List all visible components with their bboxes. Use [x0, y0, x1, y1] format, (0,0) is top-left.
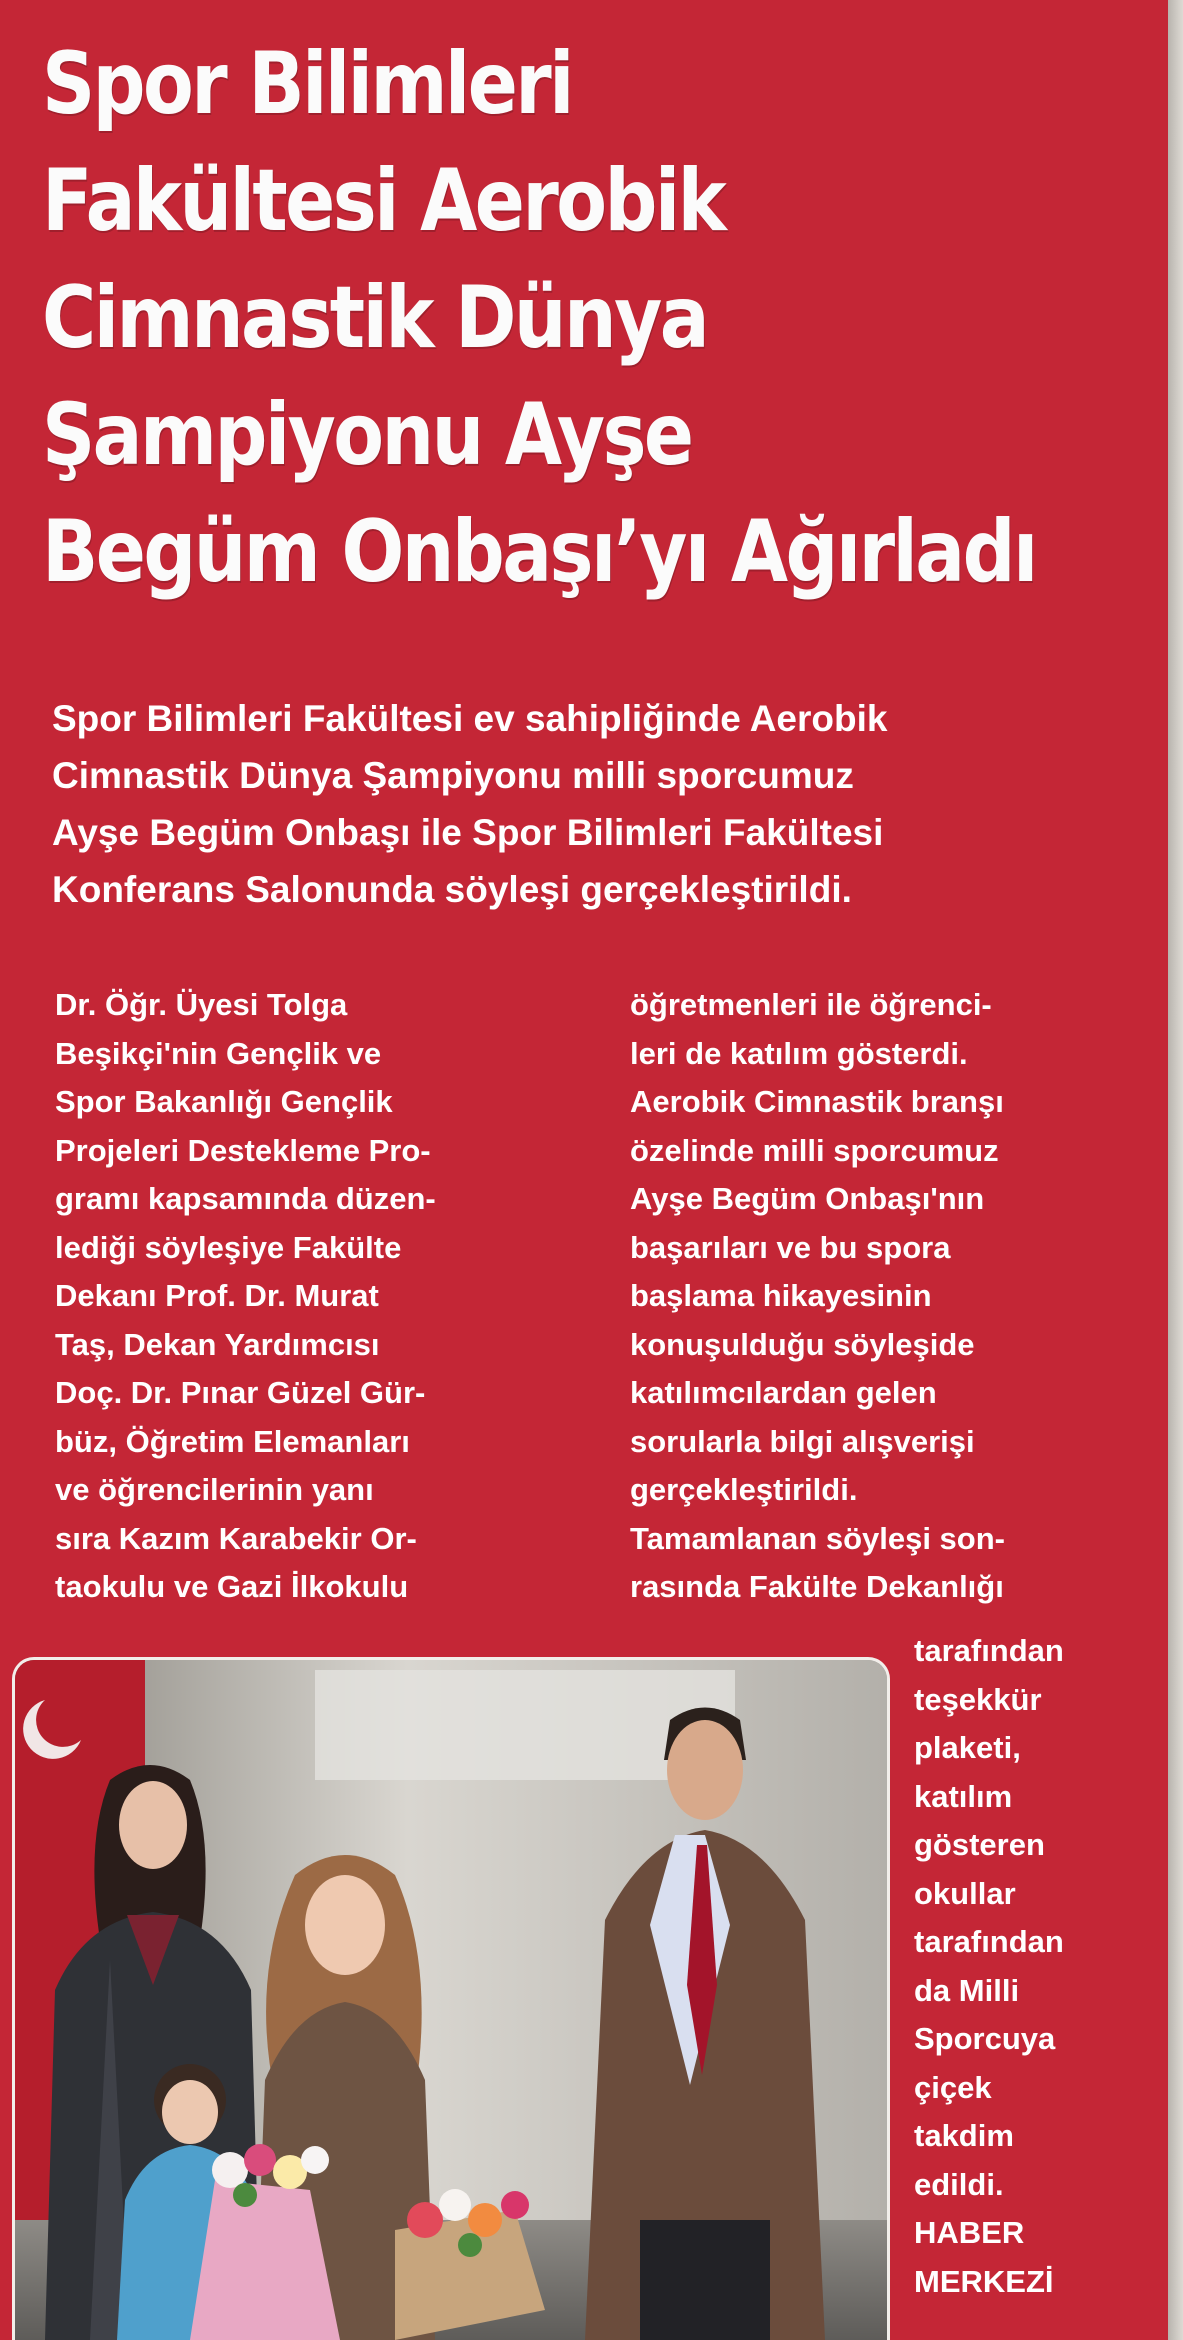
- body-line: özelinde milli sporcumuz: [630, 1132, 999, 1168]
- body-line: edildi.: [914, 2166, 1004, 2202]
- body-line: Doç. Dr. Pınar Güzel Gür-: [55, 1375, 426, 1410]
- body-line: teşekkür: [914, 1681, 1042, 1717]
- byline: HABER: [914, 2215, 1025, 2250]
- body-line: rasında Fakülte Dekanlığı: [630, 1569, 1004, 1604]
- body-line: çiçek: [914, 2069, 992, 2105]
- headline-line: Spor Bilimleri: [42, 34, 572, 134]
- lead-line: Spor Bilimleri Fakültesi ev sahipliğinde Aerobik: [52, 698, 888, 739]
- body-line: leri de katılım gösterdi.: [630, 1035, 968, 1071]
- lead-line: Konferans Salonunda söyleşi gerçekleştirildi.: [52, 869, 852, 910]
- event-photo: [12, 1657, 890, 2340]
- byline: MERKEZİ: [914, 2263, 1054, 2299]
- body-line: plaketi,: [914, 1730, 1021, 1765]
- body-line: katılım: [914, 1778, 1013, 1814]
- body-line: öğretmenleri ile öğrenci-: [630, 987, 992, 1022]
- event-photo-illustration: [15, 1660, 887, 2340]
- body-line: başarıları ve bu spora: [630, 1229, 951, 1265]
- body-line: Aerobik Cimnastik branşı: [630, 1084, 1004, 1119]
- body-line: büz, Öğretim Elemanları: [55, 1423, 410, 1459]
- body-line: tarafından: [914, 1924, 1064, 1959]
- body-line: başlama hikayesinin: [630, 1278, 932, 1313]
- body-line: gösteren: [914, 1827, 1045, 1862]
- body-line: Tamamlanan söyleşi son-: [630, 1520, 1005, 1556]
- body-line: tarafından: [914, 1633, 1064, 1668]
- headline: [42, 26, 1036, 611]
- body-column-narrow: [914, 1627, 1064, 2306]
- body-line: Ayşe Begüm Onbaşı'nın: [630, 1181, 985, 1216]
- headline-line: Fakültesi Aerobik: [42, 151, 725, 251]
- body-line: da Milli: [914, 1972, 1020, 2008]
- body-line: Spor Bakanlığı Gençlik: [55, 1084, 393, 1119]
- body-line: Dr. Öğr. Üyesi Tolga: [55, 987, 348, 1022]
- body-line: Beşikçi'nin Gençlik ve: [55, 1035, 382, 1071]
- body-line: sıra Kazım Karabekir Or-: [55, 1520, 417, 1556]
- body-line: katılımcılardan gelen: [630, 1375, 937, 1410]
- body-line: taokulu ve Gazi İlkokulu: [55, 1569, 409, 1604]
- body-line: Projeleri Destekleme Pro-: [55, 1132, 431, 1168]
- body-line: sorularla bilgi alışverişi: [630, 1423, 975, 1459]
- body-line: Dekanı Prof. Dr. Murat: [55, 1278, 379, 1313]
- body-line: gramı kapsamında düzen-: [55, 1181, 436, 1216]
- body-column-right: [630, 981, 1005, 1612]
- body-line: lediği söyleşiye Fakülte: [55, 1229, 402, 1265]
- headline-line: Begüm Onbaşı’yı Ağırladı: [42, 502, 1036, 602]
- body-line: okullar: [914, 1875, 1016, 1911]
- body-line: Taş, Dekan Yardımcısı: [55, 1326, 380, 1362]
- body-line: konuşulduğu söyleşide: [630, 1326, 975, 1362]
- lead-line: Cimnastik Dünya Şampiyonu milli sporcumuz: [52, 755, 854, 796]
- page-edge: [1168, 0, 1183, 2340]
- body-line: ve öğrencilerinin yanı: [55, 1472, 374, 1507]
- headline-line: Şampiyonu Ayşe: [42, 385, 692, 485]
- lead-line: Ayşe Begüm Onbaşı ile Spor Bilimleri Fakültesi: [52, 812, 884, 853]
- flower-bouquet-left: [190, 2144, 340, 2340]
- body-line: gerçekleştirildi.: [630, 1472, 858, 1507]
- headline-line: Cimnastik Dünya: [42, 268, 708, 368]
- body-column-left: [55, 981, 436, 1612]
- body-line: Sporcuya: [914, 2021, 1056, 2056]
- lead-paragraph: [52, 690, 1157, 918]
- body-line: takdim: [914, 2118, 1014, 2153]
